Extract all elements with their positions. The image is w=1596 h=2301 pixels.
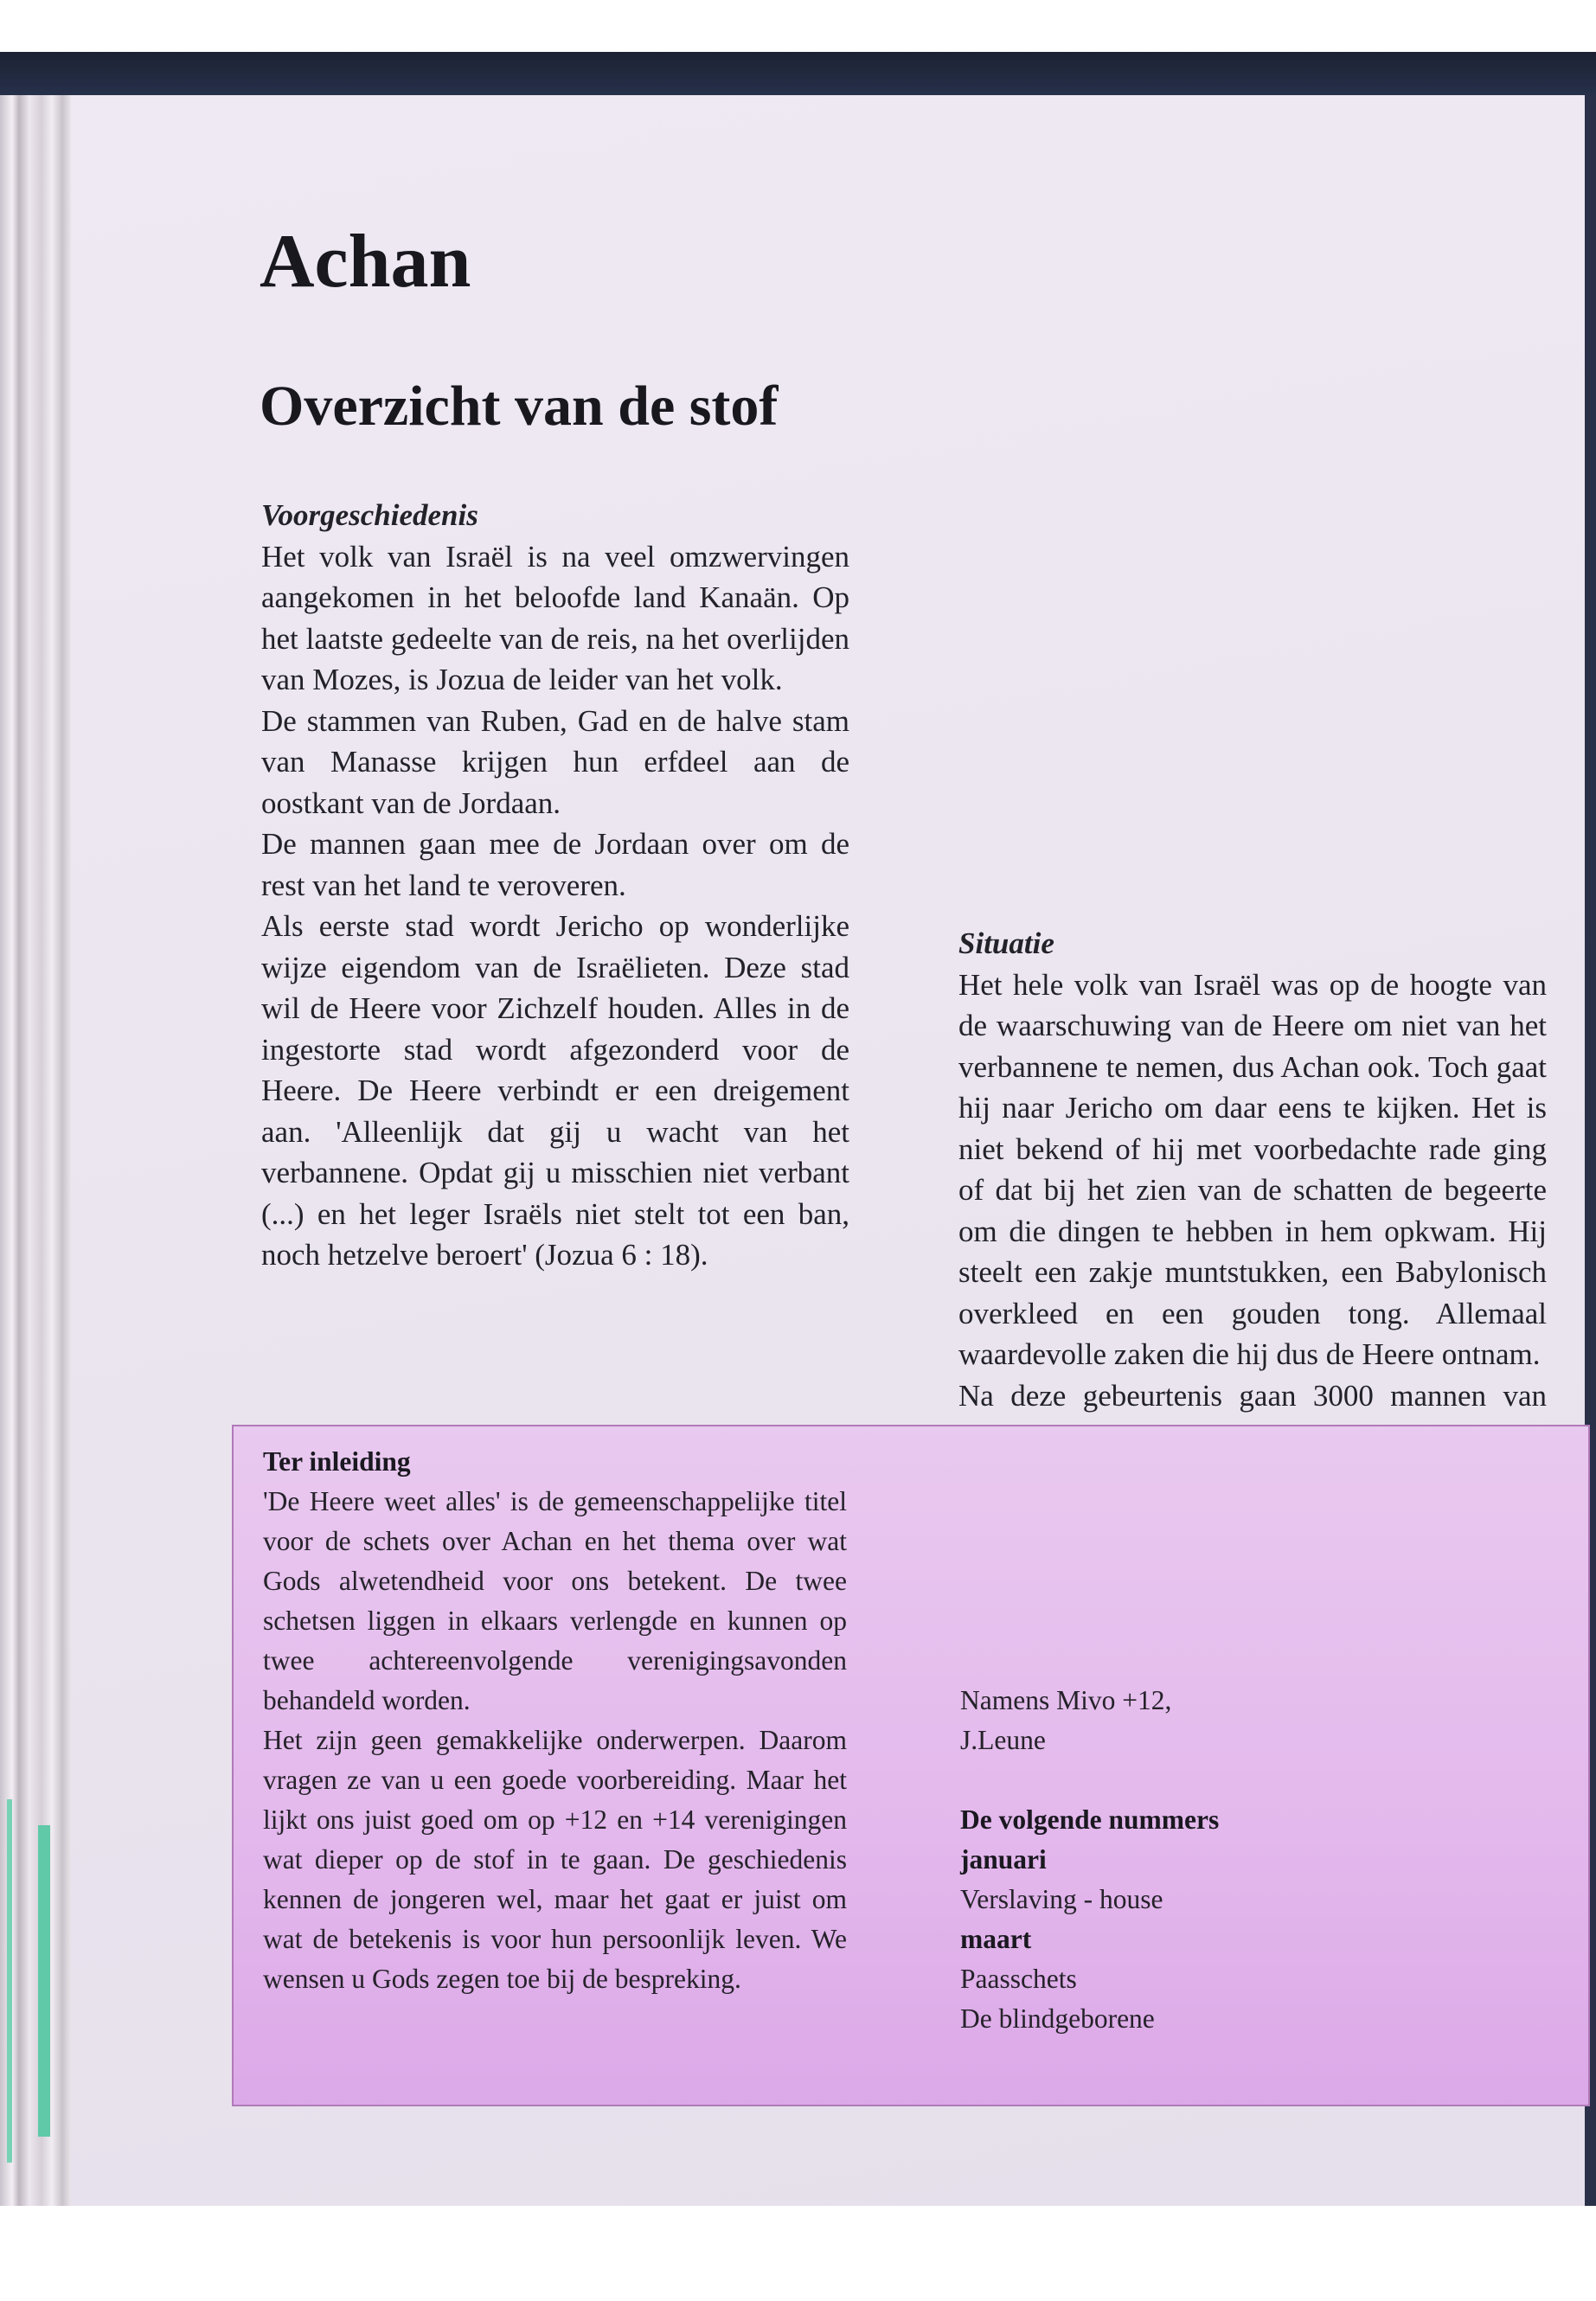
paragraph: Het hele volk van Israël was op de hoogte van de waarschuwing van de Heere om niet van het verbannene te nemen, dus Achan ook. Toch gaat hij naar Jericho om daar eens te kijken. Het is niet bekend of hij met voorbedachte rade ging of dat bij het zien van de schatten de begeerte om die dingen te hebben in hem opkwam. Hij steelt een zakje muntstukken, een Babylonisch overkleed en een gouden tong. Allemaal waardevolle zaken die hij dus de Heere ontnam. xyxy=(958,967,1547,1371)
heading-next-issues: De volgende nummers xyxy=(960,1804,1220,1835)
intro-box xyxy=(232,1425,1590,2106)
spine-tab xyxy=(7,1799,12,2163)
intro-column-left xyxy=(263,1442,847,1999)
bottom-border xyxy=(0,2206,1596,2301)
issue-topic: Paasschets xyxy=(960,1964,1077,1994)
heading-ter-inleiding: Ter inleiding xyxy=(263,1446,411,1477)
top-border xyxy=(0,0,1596,95)
intro-column-right xyxy=(960,1681,1544,2039)
section-title: Overzicht van de stof xyxy=(260,375,779,438)
heading-voorgeschiedenis: Voorgeschiedenis xyxy=(261,498,478,532)
paragraph: Als eerste stad wordt Jericho op wonderlijke wijze eigendom van de Israëlieten. Deze stad wil de Heere voor Zichzelf houden. Alles in de ingestorte stad wordt afgezonderd voor de Heere. De Heere verbindt er een dreigement aan. 'Alleenlijk dat gij u wacht van het verbannene. Opdat gij u misschien niet verbant (...) en het leger Israëls niet stelt tot een ban, noch hetzelve beroert' (Jozua 6 : 18). xyxy=(261,909,849,1272)
column-left xyxy=(261,495,849,1276)
paragraph: 'De Heere weet alles' is de gemeenschappelijke titel voor de schets over Achan en het thema over wat Gods alwetendheid voor ons betekent. De twee schetsen liggen in elkaars verlengde en kunnen op twee achtereenvolgende verenigingsavonden behandeld worden. xyxy=(263,1486,847,1715)
paragraph: De stammen van Ruben, Gad en de halve stam van Manasse krijgen hun erfdeel aan de oostkant van de Jordaan. xyxy=(261,703,849,820)
signature-name: J.Leune xyxy=(960,1725,1046,1755)
heading-situatie: Situatie xyxy=(958,926,1054,960)
paragraph: Na deze gebeurtenis gaan 3000 mannen van xyxy=(958,1378,1547,1413)
paragraph: Het volk van Israël is na veel omzwervingen aangekomen in het beloofde land Kanaän. Op het laatste gedeelte van de reis, na het overlijden van Mozes, is Jozua de leider van het volk. xyxy=(261,539,849,696)
page-title: Achan xyxy=(260,220,471,304)
issue-topic: De blindgeborene xyxy=(960,2003,1155,2034)
month-label: januari xyxy=(960,1844,1047,1875)
month-label: maart xyxy=(960,1924,1032,1954)
paragraph: De mannen gaan mee de Jordaan over om de rest van het land te veroveren. xyxy=(261,827,849,902)
issue-topic: Verslaving - house xyxy=(960,1884,1163,1914)
column-right xyxy=(958,923,1547,1498)
spine-tab xyxy=(38,1825,50,2137)
paragraph: Het zijn geen gemakkelijke onderwerpen. Daarom vragen ze van u een goede voorbereiding. Maar het lijkt ons juist goed om op +12 en +14 verenigingen wat dieper op de stof in te gaan. De geschiedenis kennen de jongeren wel, maar het gaat er juist om wat de betekenis is voor hun persoonlijk leven. We wensen u Gods zegen toe bij de bespreking. xyxy=(263,1725,847,1994)
signature-line: Namens Mivo +12, xyxy=(960,1685,1172,1715)
